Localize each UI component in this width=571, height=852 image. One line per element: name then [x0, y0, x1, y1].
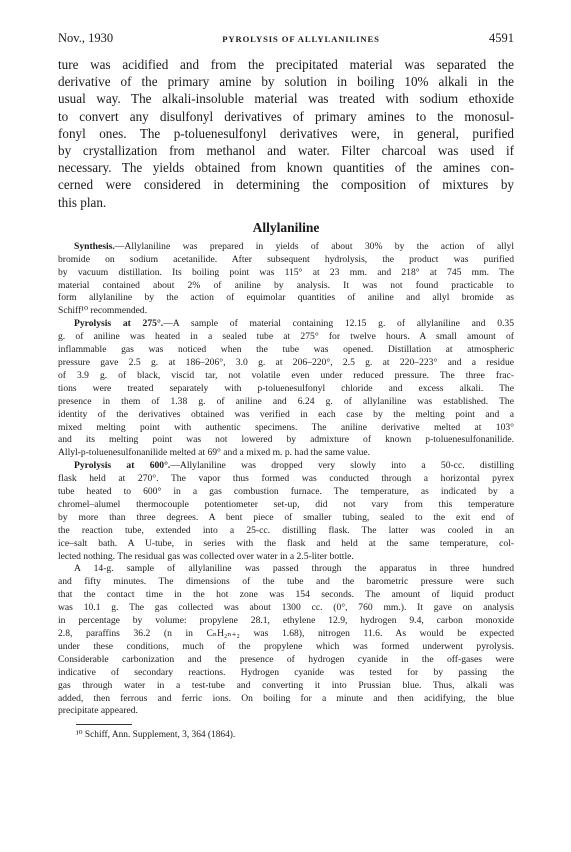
text-line: Considerable carbonization and the presence of hydrogen cyanide in the off-gases were [58, 653, 514, 665]
text-run: —Allylaniline was dropped very slowly into a 50-cc. distilling [170, 460, 514, 472]
text-line: by more than three degrees. A bent piece of smaller tubing, sealed to the exit end of [58, 511, 514, 523]
footnote-rule [76, 724, 132, 725]
text-line: cerned were considered in determining the composition of mixtures by [58, 177, 514, 193]
text-line: and its melting point was not lowered by admixture of known p-toluenesulfonanilide. [58, 434, 514, 446]
text-line: indicative of secondary reactions. Hydrogen cyanide was tested for by passing the [58, 666, 514, 678]
text-line: pressure gave 2.5 g. at 186–206°, 3.0 g. at 206–220°, 2.5 g. at 220–223° and a residue [58, 356, 514, 368]
text-line: by vacuum distillation. Its boiling point was 115° at 23 mm. and 218° at 745 mm. The [58, 266, 514, 278]
text-line: precipitate appeared. [58, 705, 138, 717]
section-heading: Allylaniline [252, 219, 320, 235]
text-line: presence in them of 1.38 g. of aniline and 6.24 g. of allylaniline was established. The [58, 395, 514, 407]
paragraph-lead: Pyrolysis at 275°. [74, 318, 164, 330]
text-line: by crystallization from methanol and water. Filter charcoal was used if [58, 143, 514, 159]
text-line: g. of aniline was heated in a sealed tube at 275° for twelve hours. A small amount of [58, 331, 514, 343]
page-body [58, 56, 514, 741]
intro-paragraph [58, 56, 514, 211]
text-line: under these conditions, much of the propylene which was formed underwent pyrolysis. [58, 640, 514, 652]
page-number: 4591 [488, 31, 514, 45]
text-line: that the contact time in the hot zone was 154 seconds. The amount of liquid product [58, 589, 514, 601]
text-line: material contained about 2% of aniline by analysis. It was not found practicable to [58, 279, 514, 291]
text-line: fonyl ones. The p-toluenesulfonyl derivatives were, in general, purified [58, 125, 514, 141]
text-line: Allyl-p-toluenesulfonanilide melted at 69° and a mixed m. p. had the same value. [58, 447, 371, 459]
text-line: lected nothing. The residual gas was collected over water in a 2.5-liter bottle. [58, 550, 354, 562]
text-line: this plan. [58, 194, 107, 210]
text-line: was 10.1 g. The gas collected was about 1300 cc. (0°, 760 mm.). It gave on analysis [58, 602, 514, 614]
text-line: form allylaniline by the action of equimolar quantities of aniline and allyl bromide as [58, 292, 514, 304]
text-line: ture was acidified and from the precipitated material was separated the [58, 57, 514, 72]
text-line [58, 318, 514, 331]
issue-date: Nov., 1930 [58, 31, 114, 45]
text-line: inflammable gas was noticed when the tube was opened. Distillation at atmospheric [58, 344, 514, 356]
text-line: usual way. The alkali-insoluble material was treated with sodium ethoxide [58, 91, 514, 107]
text-line [58, 241, 514, 254]
text-line: derivative of the primary amine by solution in boiling 10% alkali in the [58, 74, 514, 90]
text-line: A 14-g. sample of allylaniline was passed through the apparatus in three hundred [74, 563, 514, 575]
text-line: ice–salt bath. A U-tube, in series with the flask and held at the same temperature, col- [58, 537, 514, 549]
text-line: Schiff¹⁰ recommended. [58, 305, 148, 317]
text-line: of 3.9 g. of black, viscid tar, not volatile even under reduced pressure. The three frac- [58, 369, 514, 381]
page-header [58, 31, 514, 46]
synthesis-paragraph [58, 241, 514, 318]
text-line [58, 460, 514, 473]
text-line: in percentage by volume: propylene 28.1, ethylene 12.9, hydrogen 9.4, carbon monoxide [58, 615, 514, 627]
text-line: mixed melting point with authentic specimens. The aniline derivative melted at 103° [58, 421, 514, 433]
text-line: necessary. The yields obtained from known quantities of the amines con- [58, 160, 514, 176]
footnote: ¹⁰ Schiff, Ann. Supplement, 3, 364 (1864). [76, 730, 236, 741]
text-line: and fifty minutes. The dimensions of the tube and the barometric pressure were such [58, 576, 514, 588]
text-run: —A sample of material containing 12.15 g. of allylaniline and 0.35 [163, 318, 514, 330]
text-line: gas through water in a test-tube and converting it into Prussian blue. Thus, alkali was [58, 679, 514, 691]
paragraph-lead: Synthesis. [74, 240, 115, 252]
pyrolysis-275-paragraph [58, 318, 514, 460]
text-line: to convert any disulfonyl derivatives of primary amines to the monosul- [58, 108, 514, 124]
text-line: bromide on sodium acetanilide. After subsequent hydrolysis, the product was purified [58, 253, 514, 265]
text-line: the reaction tube, extended into a 25-cc. distilling flask. The latter was cooled in an [58, 524, 514, 536]
text-line: 2.8, paraffins 36.2 (n in CₙH₂ₙ₊₂ was 1.68), nitrogen 11.6. As would be expected [58, 628, 514, 640]
text-run: —Allylaniline was prepared in yields of about 30% by the action of allyl [114, 240, 514, 252]
text-line: added, then ferrous and ferric ions. On boiling for a minute and then acidifying, the blue [58, 692, 514, 704]
text-line: flask held at 270°. The vapor thus formed was conducted through a horizontal pyrex [58, 473, 514, 485]
text-line: tions were treated separately with p-toluenesulfonyl chloride and excess alkali. The [58, 382, 514, 394]
text-line: chromel–alumel thermocouple potentiometer set-up, did not vary from this temperature [58, 498, 514, 510]
text-line: tube heated to 600° in a gas combustion furnace. The temperature, as indicated by a [58, 486, 514, 498]
running-title: PYROLYSIS OF ALLYLANILINES [222, 34, 380, 44]
text-line: identity of the derivatives obtained was verified in each case by the melting point and a [58, 408, 514, 420]
sample-paragraph [58, 563, 514, 718]
paragraph-lead: Pyrolysis at 600°. [74, 460, 171, 472]
pyrolysis-600-paragraph [58, 460, 514, 563]
